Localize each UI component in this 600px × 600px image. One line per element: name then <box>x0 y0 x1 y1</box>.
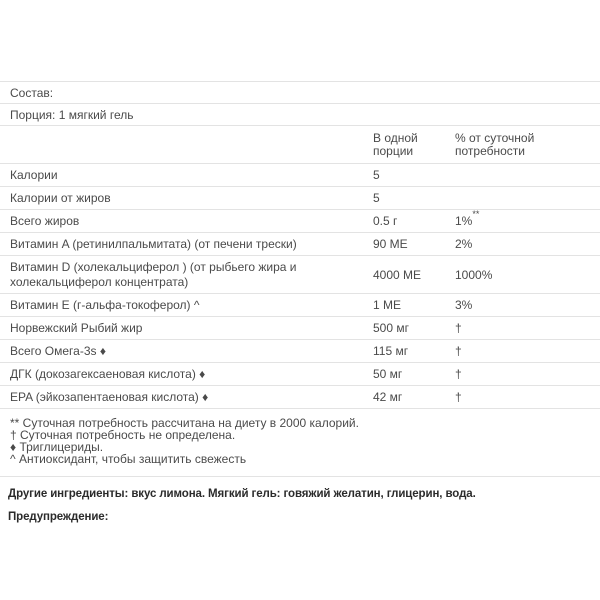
nutrition-table-body <box>0 164 600 409</box>
divider <box>0 476 600 477</box>
nutrient-name: Всего жиров <box>0 210 373 233</box>
footnotes <box>0 409 600 465</box>
footnote-line: ♦ Триглицериды. <box>10 440 104 454</box>
nutrient-name: EPA (эйкозапентаеновая кислота) ♦ <box>0 386 373 409</box>
table-row <box>0 256 600 294</box>
table-row <box>0 386 600 409</box>
table-row <box>0 340 600 363</box>
daily-value: 1000% <box>455 256 600 294</box>
amount-per-serving: 90 МЕ <box>373 233 455 256</box>
table-row <box>0 317 600 340</box>
table-row <box>0 210 600 233</box>
table-row <box>0 294 600 317</box>
daily-value: † <box>455 386 600 409</box>
header-daily-value: % от суточной потребности <box>455 126 600 164</box>
nutrient-name: Всего Омега-3s ♦ <box>0 340 373 363</box>
footnote-line: ** Суточная потребность рассчитана на диету в 2000 калорий. <box>10 416 359 430</box>
amount-per-serving: 42 мг <box>373 386 455 409</box>
amount-per-serving: 5 <box>373 164 455 187</box>
nutrient-name: Норвежский Рыбий жир <box>0 317 373 340</box>
amount-per-serving: 4000 МЕ <box>373 256 455 294</box>
nutrient-name: Калории <box>0 164 373 187</box>
nutrient-name: Калории от жиров <box>0 187 373 210</box>
table-row <box>0 187 600 210</box>
daily-value: † <box>455 363 600 386</box>
footnote-line: † Суточная потребность не определена. <box>10 428 236 442</box>
header-per-serving: В одной порции <box>373 126 455 164</box>
daily-value: 1%** <box>455 210 600 233</box>
header-nutrient <box>0 126 373 164</box>
amount-per-serving: 1 МЕ <box>373 294 455 317</box>
nutrient-name: Витамин E (г-альфа-токоферол) ^ <box>0 294 373 317</box>
serving-size: Порция: 1 мягкий гель <box>0 103 600 125</box>
table-header-row <box>0 126 600 164</box>
amount-per-serving: 500 мг <box>373 317 455 340</box>
table-row <box>0 363 600 386</box>
daily-value <box>455 187 600 210</box>
daily-value: 3% <box>455 294 600 317</box>
warning-heading: Предупреждение: <box>8 511 109 523</box>
table-row <box>0 233 600 256</box>
daily-value: † <box>455 340 600 363</box>
daily-value <box>455 164 600 187</box>
daily-value: 2% <box>455 233 600 256</box>
daily-value-footnote-marker: ** <box>472 209 480 219</box>
nutrient-name: Витамин D (холекальциферол ) (от рыбьего жира и холекальциферол концентрата) <box>0 256 373 294</box>
amount-per-serving: 0.5 г <box>373 210 455 233</box>
nutrient-name: ДГК (докозагексаеновая кислота) ♦ <box>0 363 373 386</box>
amount-per-serving: 115 мг <box>373 340 455 363</box>
other-ingredients: Другие ингредиенты: вкус лимона. Мягкий гель: говяжий желатин, глицерин, вода. <box>8 488 476 500</box>
table-row <box>0 164 600 187</box>
composition-heading: Состав: <box>0 81 600 103</box>
daily-value: † <box>455 317 600 340</box>
footnote-line: ^ Антиоксидант, чтобы защитить свежесть <box>10 452 247 466</box>
nutrition-table <box>0 125 600 409</box>
nutrient-name: Витамин A (ретинилпальмитата) (от печени трески) <box>0 233 373 256</box>
amount-per-serving: 5 <box>373 187 455 210</box>
amount-per-serving: 50 мг <box>373 363 455 386</box>
